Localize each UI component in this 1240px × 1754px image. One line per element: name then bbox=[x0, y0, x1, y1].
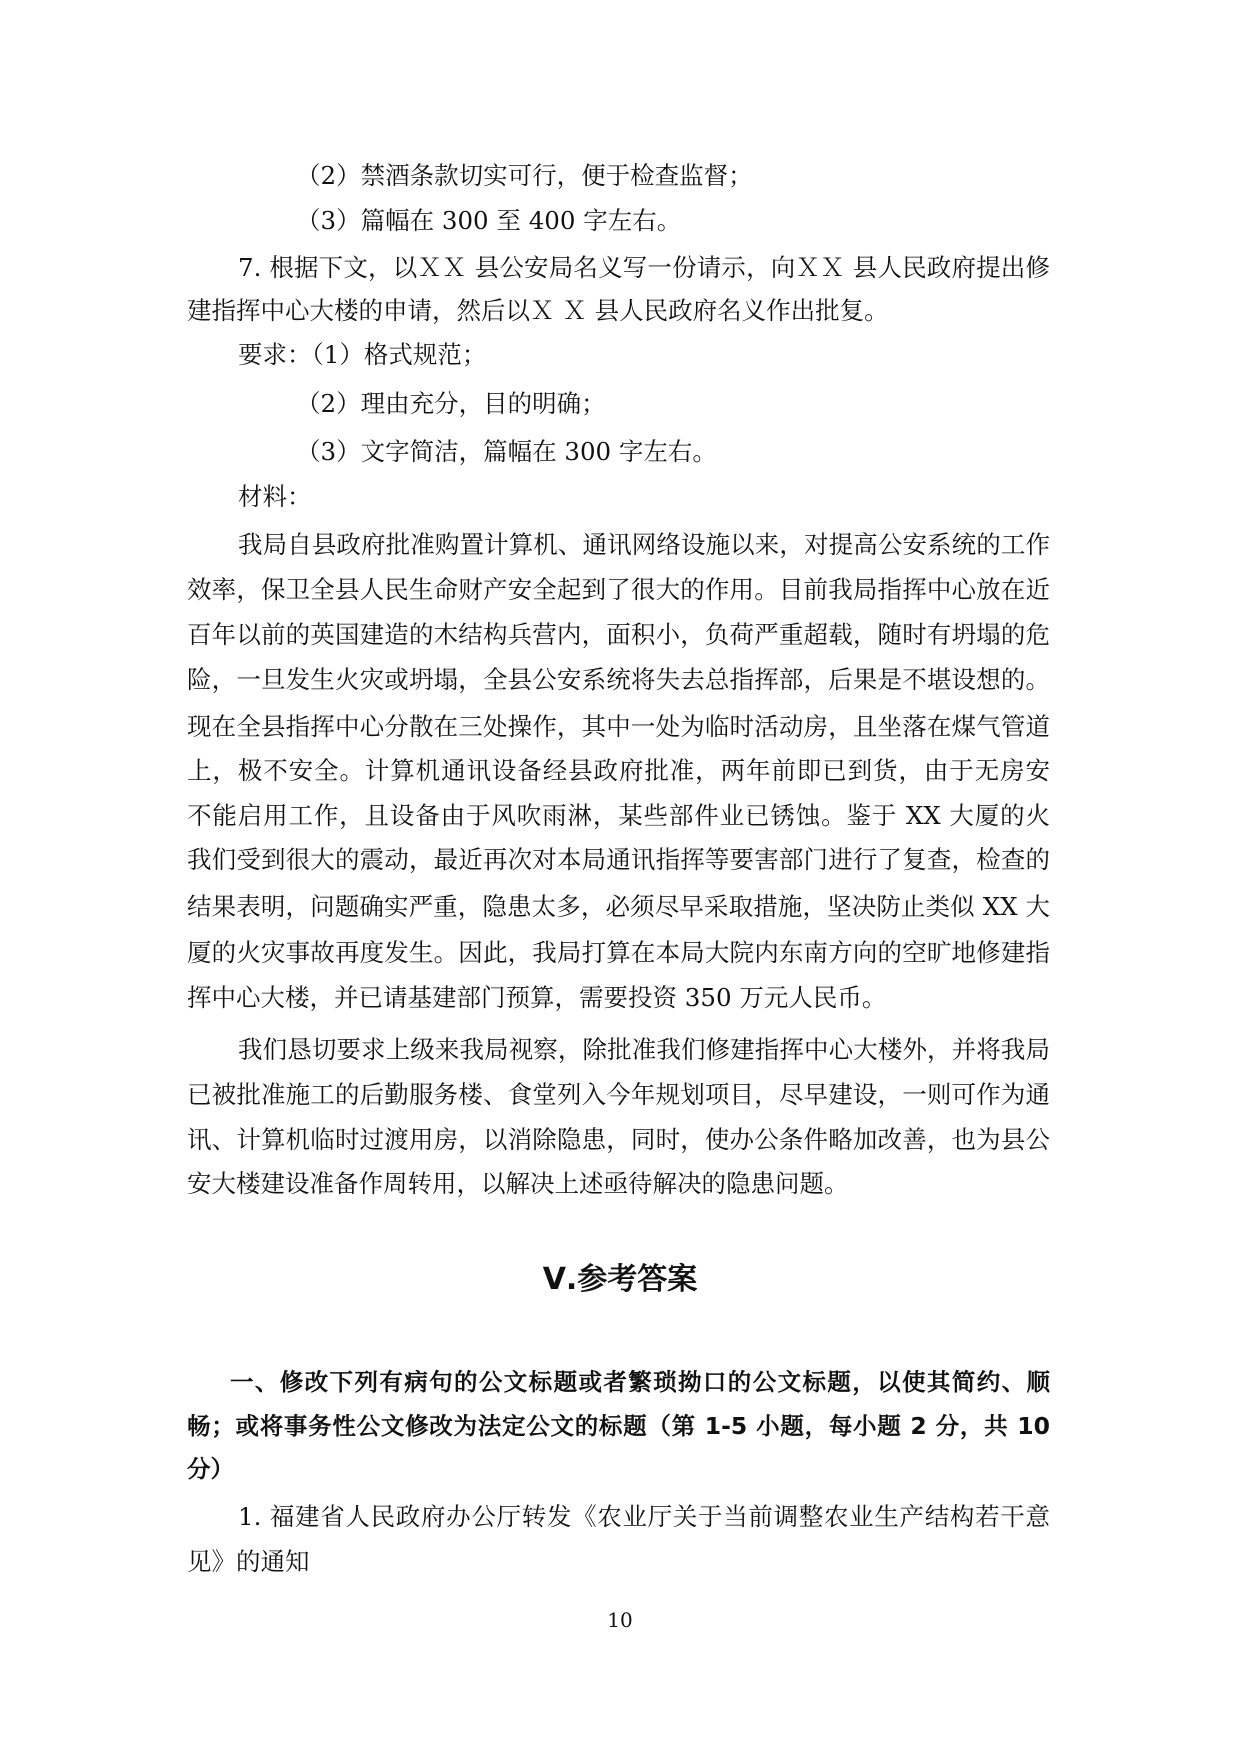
paragraph-line: 我局自县政府批准购置计算机、通讯网络设施以来，对提高公安系统的工作 bbox=[238, 530, 1050, 559]
answer-item-line: 1. 福建省人民政府办公厅转发《农业厅关于当前调整农业生产结构若干意 bbox=[238, 1502, 1050, 1531]
paragraph-line: 结果表明，问题确实严重，隐患太多，必须尽早采取措施，坚决防止类似 XX 大 bbox=[187, 892, 1050, 921]
requirement-line: （3）篇幅在 300 至 400 字左右。 bbox=[296, 206, 682, 235]
paragraph-line: 挥中心大楼，并已请基建部门预算，需要投资 350 万元人民币。 bbox=[187, 983, 887, 1012]
paragraph-line: 险，一旦发生火灾或坍塌，全县公安系统将失去总指挥部，后果是不堪设想的。 bbox=[187, 665, 1050, 694]
material-label: 材料： bbox=[238, 482, 312, 511]
answer-section-line: 一、修改下列有病句的公文标题或者繁琐拗口的公文标题，以使其简约、顺 bbox=[230, 1368, 1050, 1396]
requirement-line: （3）文字简洁，篇幅在 300 字左右。 bbox=[296, 437, 717, 466]
paragraph-line: 我们受到很大的震动，最近再次对本局通讯指挥等要害部门进行了复查，检查的 bbox=[187, 845, 1050, 874]
requirement-line: 要求：（1）格式规范； bbox=[238, 340, 487, 369]
requirement-line: （2）禁酒条款切实可行，便于检查监督； bbox=[296, 161, 753, 190]
paragraph-line: 安大楼建设准备作周转用，以解决上述亟待解决的隐患问题。 bbox=[187, 1169, 849, 1198]
requirement-line: （2）理由充分，目的明确； bbox=[296, 389, 606, 418]
section-heading: Ⅴ.参考答案 bbox=[542, 1262, 698, 1297]
paragraph-line: 厦的火灾事故再度发生。因此，我局打算在本局大院内东南方向的空旷地修建指 bbox=[187, 938, 1050, 967]
paragraph-line: 讯、计算机临时过渡用房，以消除隐患，同时，使办公条件略加改善，也为县公 bbox=[187, 1125, 1050, 1154]
answer-item-line: 见》的通知 bbox=[187, 1547, 310, 1576]
question-7-line: 建指挥中心大楼的申请，然后以Ｘ Ｘ 县人民政府名义作出批复。 bbox=[187, 296, 889, 325]
paragraph-line: 上，极不安全。计算机通讯设备经县政府批准，两年前即已到货，由于无房安 bbox=[187, 756, 1050, 785]
paragraph-line: 我们恳切要求上级来我局视察，除批准我们修建指挥中心大楼外，并将我局 bbox=[238, 1035, 1050, 1064]
paragraph-line: 现在全县指挥中心分散在三处操作，其中一处为临时活动房，且坐落在煤气管道 bbox=[187, 712, 1050, 741]
paragraph-line: 百年以前的英国建造的木结构兵营内，面积小，负荷严重超载，随时有坍塌的危 bbox=[187, 620, 1050, 649]
answer-section-line: 分） bbox=[187, 1455, 234, 1483]
answer-section-line: 畅；或将事务性公文修改为法定公文的标题（第 1-5 小题，每小题 2 分，共 10 bbox=[187, 1412, 1050, 1440]
paragraph-line: 不能启用工作，且设备由于风吹雨淋，某些部件业已锈蚀。鉴于 XX 大厦的火 bbox=[187, 801, 1050, 830]
paragraph-line: 已被批准施工的后勤服务楼、食堂列入今年规划项目，尽早建设，一则可作为通 bbox=[187, 1080, 1050, 1109]
question-7-line: 7. 根据下文，以ＸＸ 县公安局名义写一份请示，向ＸＸ 县人民政府提出修 bbox=[238, 253, 1050, 282]
paragraph-line: 效率，保卫全县人民生命财产安全起到了很大的作用。目前我局指挥中心放在近 bbox=[187, 575, 1050, 604]
page-number: 10 bbox=[607, 1608, 633, 1632]
